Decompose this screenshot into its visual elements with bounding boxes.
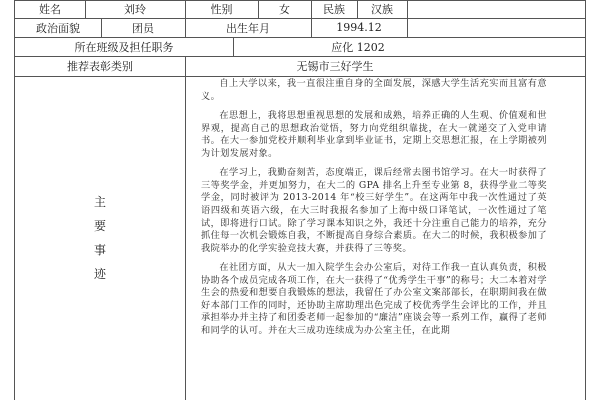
application-form <box>14 0 586 400</box>
deeds-label-char: 迹 <box>93 267 106 281</box>
birth-label: 出生年月 <box>226 21 270 35</box>
political-label: 政治面貌 <box>36 21 80 35</box>
name-label: 姓名 <box>39 3 61 16</box>
deeds-label-char: 要 <box>93 219 106 233</box>
award-label: 推荐表彰类别 <box>67 60 133 73</box>
col-divider <box>185 56 186 400</box>
gender-value: 女 <box>279 3 290 16</box>
main-deeds-label <box>15 76 185 400</box>
deeds-label-char: 事 <box>93 243 106 257</box>
class-value: 应化 1202 <box>331 40 385 54</box>
deeds-paragraph-ideology: 在思想上，我将思想重视思想的发展和成熟，培养正确的人生观、价值观和世界观，提高自己的思想政治觉悟，努力向党组织靠拢，在大一就递交了入党申请书。在大一参加党校并顺利毕业拿到毕业证书，定期上交思想汇报，在上学期被列为计划发展对象。 <box>201 109 547 159</box>
deeds-label-char: 主 <box>93 195 106 209</box>
deeds-paragraph-clubs: 在社团方面，从大一加入院学生会办公室后，对待工作我一直认真负责，积极协助各个成员完成各项工作，在大一获得了“优秀学生干事”的称号；大二本着对学生会的热爱和想要自我锻炼的想法，我留任了办公室文案部部长，在职期间我在做好本部门工作的同时，还协助主席助理出色完成了校优秀学生会评比的工作，并且承担举办并主持了和团委老师一起参加的“廉洁”座谈会等一系列工作，赢得了老师和同学的认可。并在大三成功连续成为办公室主任，在此期 <box>201 262 547 337</box>
deeds-paragraph-study: 在学习上，我勤奋刻苦，态度端正，课后经常去图书馆学习。在大一时获得了三等奖学金，并更加努力，在大二的 GPA 排名上升至专业第 8，获得学业二等奖学金，同时被评为 2013-2014 年“校三好学生”。在这两年中我一次性通过了英语四级和英语六级，在大三时我报名参加了上海中级口译笔试，一次性通过了笔试，即将进行口试。除了学习课本知识之外，我还十分注重自己能力的培养，充分抓住每一次机会锻炼自我，不断提高自身综合素质。在大二的时候，我积极参加了我院举办的化学实验竞技大赛，并获得了三等奖。 <box>201 167 547 254</box>
deeds-paragraph-intro: 自上大学以来，我一直很注重自身的全面发展，深感大学生活充实而且富有意义。 <box>201 78 547 102</box>
ethnicity-value: 汉族 <box>371 3 393 16</box>
award-value: 无锡市三好学生 <box>296 60 374 73</box>
ethnicity-label: 民族 <box>323 3 345 16</box>
class-label: 所在班级及担任职务 <box>74 40 174 54</box>
gender-label: 性别 <box>210 3 233 16</box>
deeds-text <box>201 78 547 400</box>
col-divider <box>407 0 408 37</box>
birth-value: 1994.12 <box>336 21 382 34</box>
political-value: 团员 <box>132 21 154 35</box>
name-value: 刘玲 <box>124 3 146 16</box>
